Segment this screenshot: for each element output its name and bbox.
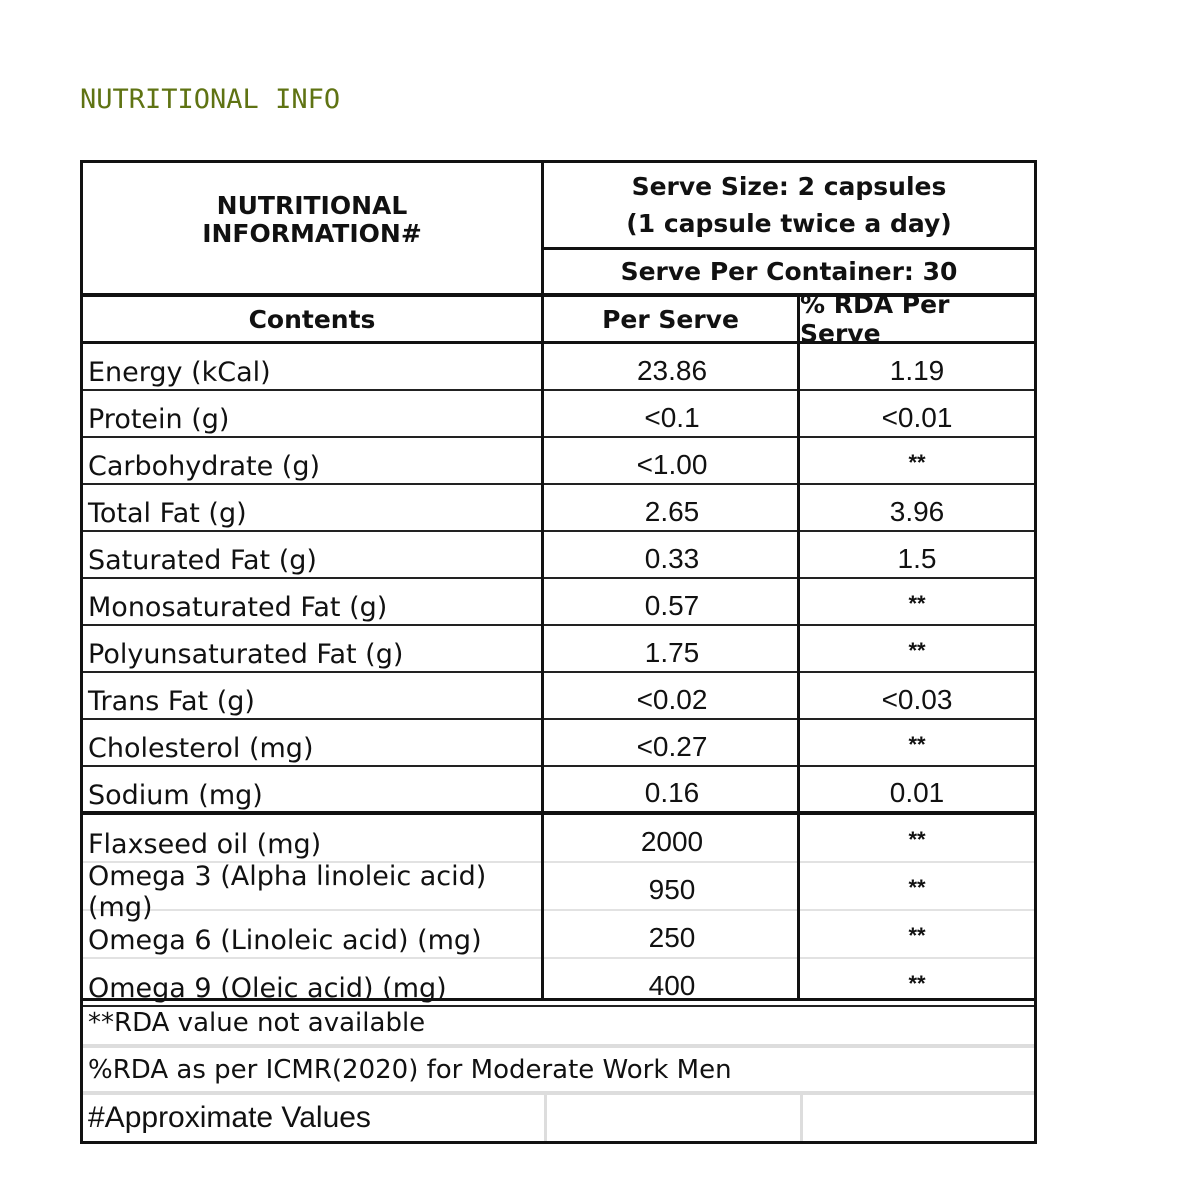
nutrient-name: Sodium (mg) [88,779,263,811]
nutrient-grid [80,341,1037,1004]
table-title [80,160,544,296]
column-header-contents: Contents [80,293,544,344]
column-divider [541,344,544,998]
nutrient-name: Omega 6 (Linoleic acid) (mg) [88,924,482,956]
table-row [83,815,1034,863]
table-footer [80,998,1037,1144]
table-row [83,673,1034,720]
per-serve-value: 950 [648,874,696,905]
table-row [83,532,1034,579]
nutrient-name: Trans Fat (g) [88,686,255,717]
nutrient-name: Total Fat (g) [88,498,247,529]
nutrient-name: Cholesterol (mg) [88,733,314,764]
footer-divider [800,1095,803,1141]
per-serve-value: 23.86 [636,354,708,386]
table-title-line2: INFORMATION# [202,219,422,248]
per-serve-value: 0.57 [644,589,700,621]
serve-size-cell [541,160,1037,250]
footer-divider [544,1095,547,1141]
rda-value: 1.5 [897,542,937,574]
rda-value: ** [908,591,926,616]
rda-value: ** [908,732,926,757]
nutrient-name: Monosaturated Fat (g) [88,592,388,623]
per-serve-value: 250 [648,922,696,953]
table-row [83,911,1034,959]
table-row [83,767,1034,813]
table-row [83,438,1034,485]
per-serve-value: 2000 [640,826,704,857]
nutrient-name: Flaxseed oil (mg) [88,828,322,860]
rda-value: <0.03 [881,683,953,715]
rda-value: ** [908,923,926,948]
per-serve-value: <0.27 [636,730,708,762]
table-row [83,861,1034,923]
table-row [83,344,1034,391]
nutrition-table [80,160,1037,1144]
rda-value: 0.01 [889,777,945,808]
rda-value: ** [908,875,926,900]
per-serve-value: 400 [648,970,696,1001]
column-header-rda: % RDA Per Serve [797,293,1037,344]
nutrient-name: Omega 9 (Oleic acid) (mg) [88,972,447,1004]
per-serve-value: <0.02 [636,683,708,715]
per-serve-value: 0.16 [644,777,700,808]
page-heading: NUTRITIONAL INFO [80,84,341,115]
table-row [83,579,1034,626]
column-divider [797,344,800,998]
serve-per-container: Serve Per Container: 30 [541,247,1037,296]
rda-value: 3.96 [889,495,945,527]
rda-value: ** [908,638,926,663]
rda-value: <0.01 [881,401,953,433]
per-serve-value: <0.1 [644,401,700,433]
nutrient-name: Carbohydrate (g) [88,451,321,482]
rda-value: ** [908,827,926,852]
per-serve-value: 0.33 [644,542,700,574]
nutrient-name: Polyunsaturated Fat (g) [88,639,404,670]
per-serve-value: 2.65 [644,495,700,527]
footnote-rda-basis: %RDA as per ICMR(2020) for Moderate Work Men [83,1048,1034,1095]
rda-value: ** [908,450,926,475]
nutrient-name: Energy (kCal) [88,357,271,388]
per-serve-value: 1.75 [644,636,700,668]
table-row [83,720,1034,767]
table-row [83,485,1034,532]
footnote-approx [83,1095,1034,1141]
nutrient-name: Saturated Fat (g) [88,545,317,576]
serve-size: Serve Size: 2 capsules [631,172,947,201]
footnote-approx-text: #Approximate Values [88,1101,371,1134]
rda-value: 1.19 [889,354,945,386]
per-serve-value: <1.00 [636,448,708,480]
nutrient-name: Protein (g) [88,404,230,435]
table-row [83,391,1034,438]
column-header-per-serve: Per Serve [541,293,800,344]
serve-note: (1 capsule twice a day) [626,209,952,238]
table-title-line1: NUTRITIONAL [216,191,408,220]
nutrient-name: Omega 3 (Alpha linoleic acid) (mg) [88,861,487,923]
footnote-rda-na: **RDA value not available [83,1001,1034,1048]
table-row [83,626,1034,673]
rda-value: ** [908,971,926,996]
